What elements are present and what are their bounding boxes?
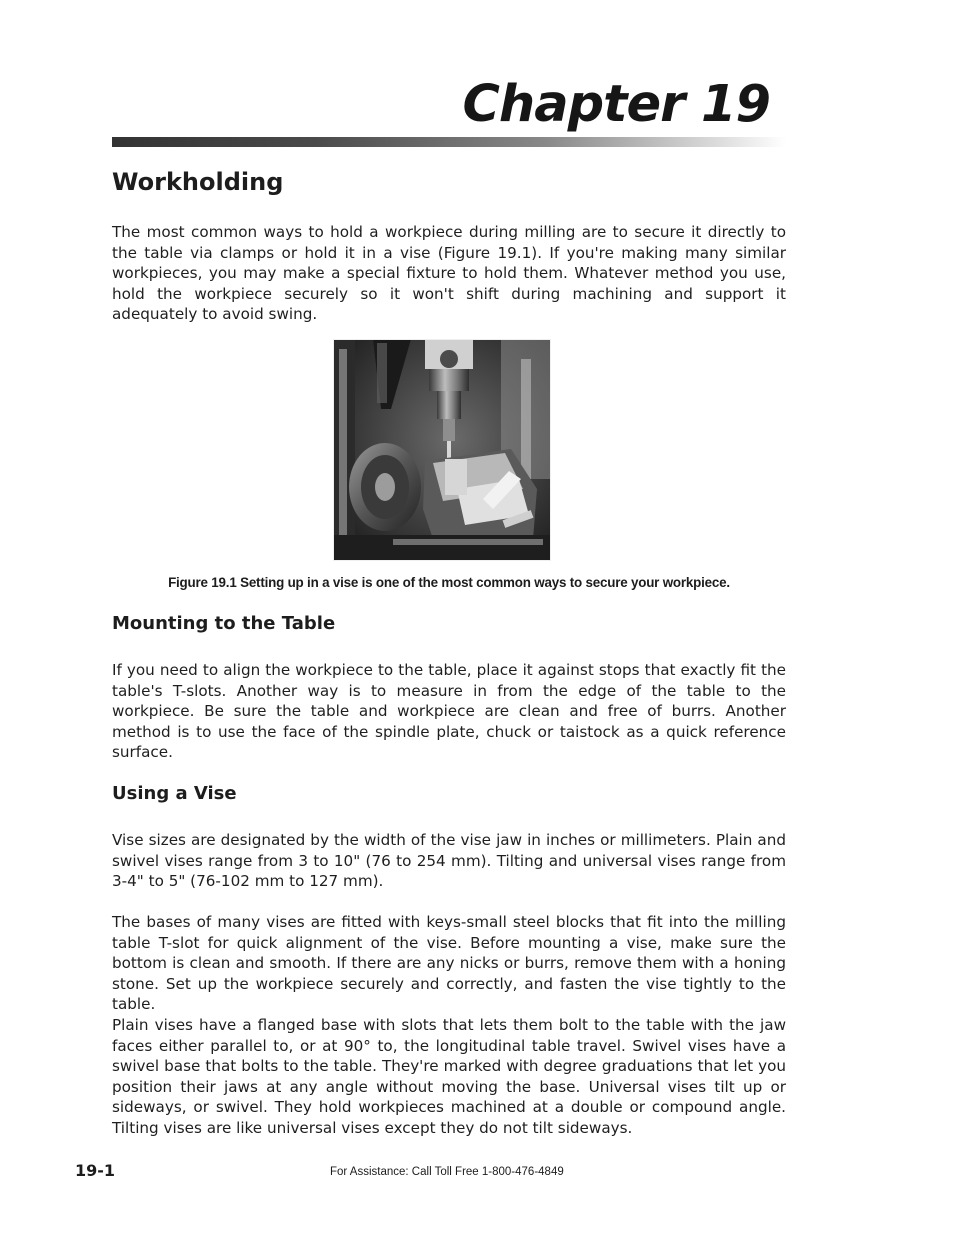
section-heading: Workholding: [112, 168, 284, 196]
milling-vise-photo: [333, 339, 551, 561]
chapter-title: Chapter 19: [462, 75, 770, 134]
vise-paragraph-3: Plain vises have a flanged base with slots that lets them bolt to the table with the jaw faces either parallel to, or at 90° to, the longitudinal table travel. Swivel vises have a swivel base that bolts to the table. They're marked with degree graduations that let you position their jaws at any angle without moving the base. Universal vises tilt up or sideways, or swivel. They hold workpieces machined at a double or compound angle. Tilting vises are like universal vises except they do not tilt sideways.: [112, 1016, 786, 1137]
figure-photo: [333, 339, 551, 561]
footer-assistance: For Assistance: Call Toll Free 1-800-476-4849: [330, 1166, 564, 1178]
vise-heading: Using a Vise: [112, 783, 237, 804]
page-number: 19-1: [75, 1161, 116, 1180]
chapter-rule: [112, 137, 786, 147]
vise-paragraph-2: The bases of many vises are fitted with keys-small steel blocks that fit into the milling table T-slot for quick alignment of the vise. Before mounting a vise, make sure the bottom is clean and smooth. If there are any nicks or burrs, remove them with a honing stone. Set up the workpiece securely and correctly, and fasten the vise tightly to the table.: [112, 913, 786, 1014]
intro-paragraph: The most common ways to hold a workpiece during milling are to secure it directly to the table via clamps or hold it in a vise (Figure 19.1). If you're making many similar workpieces, you may make a special fixture to hold them. Whatever method you use, hold the workpiece securely so it won't shift during machining and support it adequately to avoid swing.: [112, 223, 786, 324]
figure-caption: Figure 19.1 Setting up in a vise is one of the most common ways to secure your workpiece.: [168, 575, 730, 590]
mounting-paragraph: If you need to align the workpiece to the table, place it against stops that exactly fit the table's T-slots. Another way is to measure in from the edge of the table to the workpiece. Be sure the table and workpiece are clean and free of burrs. Another method is to use the face of the spindle plate, chuck or taistock as a quick reference surface.: [112, 661, 786, 762]
vise-paragraph-1: Vise sizes are designated by the width of the vise jaw in inches or millimeters. Plain and swivel vises range from 3 to 10" (76 to 254 mm). Tilting and universal vises range from 3-4" to 5" (76-102 mm to 127 mm).: [112, 831, 786, 891]
mounting-heading: Mounting to the Table: [112, 613, 336, 634]
